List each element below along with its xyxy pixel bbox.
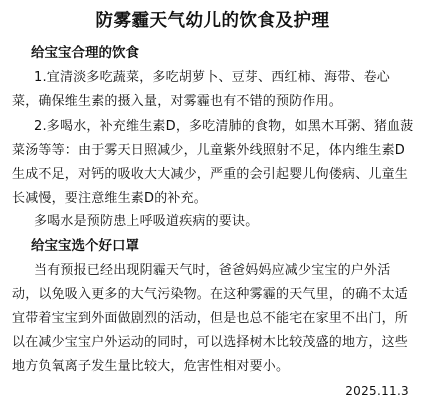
document-title: 防雾霾天气幼儿的饮食及护理	[95, 11, 330, 31]
paragraph-diet-vegetables: 1.宜清淡多吃蔬菜，多吃胡萝卜、豆芽、西红柿、海带、卷心菜，确保维生素的摄入量，对雾霾也有不错的预防作用。	[12, 70, 391, 109]
paragraph-diet-water-tip: 多喝水是预防患上呼吸道疾病的要诀。	[34, 214, 259, 229]
paragraph-mask-outdoor: 当有预报已经出现阴霾天气时，爸爸妈妈应减少宝宝的户外活动，以免吸入更多的大气污染物。在这种雾霾的天气里，的确不太适宜带着宝宝到外面做剧烈的活动，但是也总不能宅在家里不出门，所以在减少宝宝户外运动的同时，可以选择树木比较茂盛的地方，这些地方负氧离子发生量比较大，危害性相对要小。	[12, 263, 409, 374]
section-heading-diet: 给宝宝合理的饮食	[31, 45, 139, 61]
document-date: 2025.11.3	[345, 384, 409, 398]
paragraph-diet-water-vitamin-d: 2.多喝水，补充维生素D，多吃清肺的食物，如黑木耳粥、猪血菠菜汤等等：由于雾天日照减少，儿童紫外线照射不足，体内维生素D生成不足，对钙的吸收大大减少，严重的会引起婴儿佝偻病、儿童生长减慢，要注意维生素D的补充。	[12, 119, 414, 206]
section-heading-mask: 给宝宝选个好口罩	[31, 238, 139, 254]
